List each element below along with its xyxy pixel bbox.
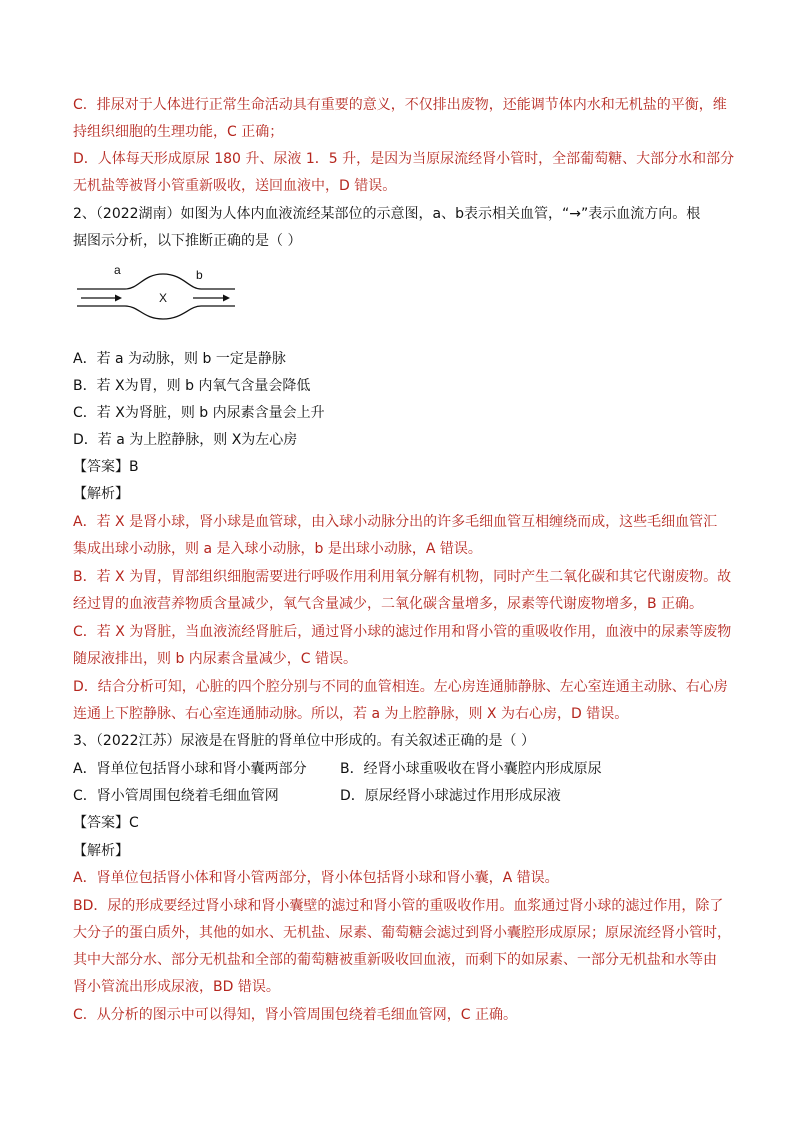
q3-option-a: A．肾单位包括肾小球和肾小囊两部分 bbox=[73, 761, 307, 777]
diagram-label-x: X bbox=[159, 291, 168, 305]
q2-analysis-line: C．若 X 为肾脏，当血液流经肾脏后，通过肾小球的滤过作用和肾小管的重吸收作用，血液中的尿素等废物 bbox=[73, 624, 732, 640]
q3-option-d: D．原尿经肾小球滤过作用形成尿液 bbox=[340, 788, 561, 804]
blood-flow-diagram bbox=[73, 258, 243, 322]
q2-analysis-line: 随尿液排出，则 b 内尿素含量减少，C 错误。 bbox=[73, 651, 358, 667]
vessel-lower-wall bbox=[77, 306, 235, 319]
vessel-upper-wall bbox=[77, 274, 235, 289]
q3-analysis-line: A．肾单位包括肾小体和肾小管两部分，肾小体包括肾小球和肾小囊，A 错误。 bbox=[73, 870, 559, 886]
q3-answer: 【答案】C bbox=[73, 815, 139, 831]
q3-analysis-title: 【解析】 bbox=[73, 843, 129, 859]
q2-analysis-line: 经过胃的血液营养物质含量减少，氧气含量减少，二氧化碳含量增多，尿素等代谢废物增多，B 正确。 bbox=[73, 596, 704, 612]
analysis-d-line-1: D．人体每天形成原尿 180 升、尿液 1．5 升，是因为当原尿流经肾小管时，全部葡萄糖、大部分水和部分 bbox=[73, 151, 735, 167]
q3-analysis-line: 肾小管流出形成尿液，BD 错误。 bbox=[73, 979, 280, 995]
q2-option-a: A．若 a 为动脉，则 b 一定是静脉 bbox=[73, 351, 286, 367]
q3-analysis-line: C．从分析的图示中可以得知，肾小管周围包绕着毛细血管网，C 正确。 bbox=[73, 1007, 517, 1023]
diagram-label-b: b bbox=[196, 268, 203, 282]
diagram-label-a: a bbox=[114, 263, 121, 277]
q3-option-c: C．肾小管周围包绕着毛细血管网 bbox=[73, 788, 279, 804]
q2-analysis-line: D．结合分析可知，心脏的四个腔分别与不同的血管相连。左心房连通肺静脉、左心室连通主动脉、右心房 bbox=[73, 679, 728, 695]
q2-analysis-title: 【解析】 bbox=[73, 486, 129, 502]
q2-answer: 【答案】B bbox=[73, 459, 139, 475]
analysis-c-line-2: 持组织细胞的生理功能，C 正确； bbox=[73, 124, 284, 140]
q2-option-d: D．若 a 为上腔静脉，则 X为左心房 bbox=[73, 432, 298, 448]
analysis-d-line-2: 无机盐等被肾小管重新吸收，送回血液中，D 错误。 bbox=[73, 178, 397, 194]
q3-analysis-line: 大分子的蛋白质外，其他的如水、无机盐、尿素、葡萄糖会滤过到肾小囊腔形成原尿；原尿流经肾小管时， bbox=[73, 925, 731, 941]
q3-analysis-line: 其中大部分水、部分无机盐和全部的葡萄糖被重新吸收回血液，而剩下的如尿素、一部分无机盐和水等由 bbox=[73, 952, 717, 968]
q2-option-b: B．若 X为胃，则 b 内氧气含量会降低 bbox=[73, 378, 311, 394]
analysis-c-line-1: C．排尿对于人体进行正常生命活动具有重要的意义，不仅排出废物，还能调节体内水和无机盐的平衡，维 bbox=[73, 97, 727, 113]
q3-option-b: B．经肾小球重吸收在肾小囊腔内形成原尿 bbox=[340, 761, 602, 777]
q2-analysis-line: B．若 X 为胃，胃部组织细胞需要进行呼吸作用利用氧分解有机物，同时产生二氧化碳和其它代谢废物。故 bbox=[73, 569, 732, 585]
q2-stem-line-1: 2、（2022湖南）如图为人体内血液流经某部位的示意图，a、b表示相关血管，“→”表示血流方向。根 bbox=[73, 206, 701, 222]
q2-stem-line-2: 据图示分析，以下推断正确的是（ ） bbox=[73, 233, 302, 249]
flow-arrowhead-out bbox=[223, 295, 230, 302]
q2-analysis-line: A．若 X 是肾小球，肾小球是血管球，由入球小动脉分出的许多毛细血管互相缠绕而成，这些毛细血管汇 bbox=[73, 514, 718, 530]
q3-stem: 3、（2022江苏）尿液是在肾脏的肾单位中形成的。有关叙述正确的是（ ） bbox=[73, 733, 535, 749]
q2-analysis-line: 连通上下腔静脉、右心室连通肺动脉。所以，若 a 为上腔静脉，则 X 为右心房，D 错误。 bbox=[73, 706, 629, 722]
q3-analysis-line: BD．尿的形成要经过肾小球和肾小囊壁的滤过和肾小管的重吸收作用。血浆通过肾小球的滤过作用，除了 bbox=[73, 898, 724, 914]
flow-arrowhead-in bbox=[115, 295, 122, 302]
q2-option-c: C．若 X为肾脏，则 b 内尿素含量会上升 bbox=[73, 405, 325, 421]
q2-analysis-line: 集成出球小动脉，则 a 是入球小动脉，b 是出球小动脉，A 错误。 bbox=[73, 541, 482, 557]
